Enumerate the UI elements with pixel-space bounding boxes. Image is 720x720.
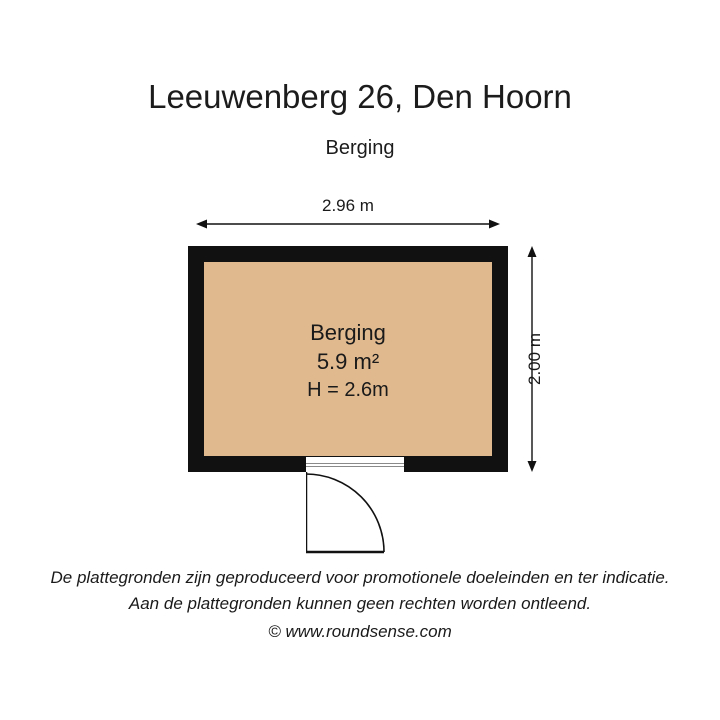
dimension-width (196, 196, 500, 234)
room-area: 5.9 m² (316, 349, 380, 374)
double-arrow-horizontal-icon (196, 218, 500, 230)
copyright-notice: © www.roundsense.com (268, 622, 452, 641)
door-opening (306, 456, 404, 472)
disclaimer (0, 565, 720, 645)
dimension-width-label: 2.96 m (322, 196, 374, 215)
room-walls (188, 246, 508, 472)
room-name: Berging (310, 320, 386, 345)
floorplan-drawing (188, 246, 508, 472)
disclaimer-line-1: De plattegronden zijn geproduceerd voor promotionele doeleinden en ter indicatie. (50, 568, 670, 587)
room-ceiling-height: H = 2.6m (307, 379, 389, 401)
dimension-height (500, 246, 558, 472)
door-swing-icon (306, 472, 390, 556)
disclaimer-line-2: Aan de plattegronden kunnen geen rechten worden ontleend. (128, 594, 592, 613)
dimension-height-label: 2.00 m (525, 333, 545, 385)
page-subtitle: Berging (325, 137, 395, 159)
page-title: Leeuwenberg 26, Den Hoorn (148, 78, 572, 115)
room-floor (204, 262, 492, 456)
